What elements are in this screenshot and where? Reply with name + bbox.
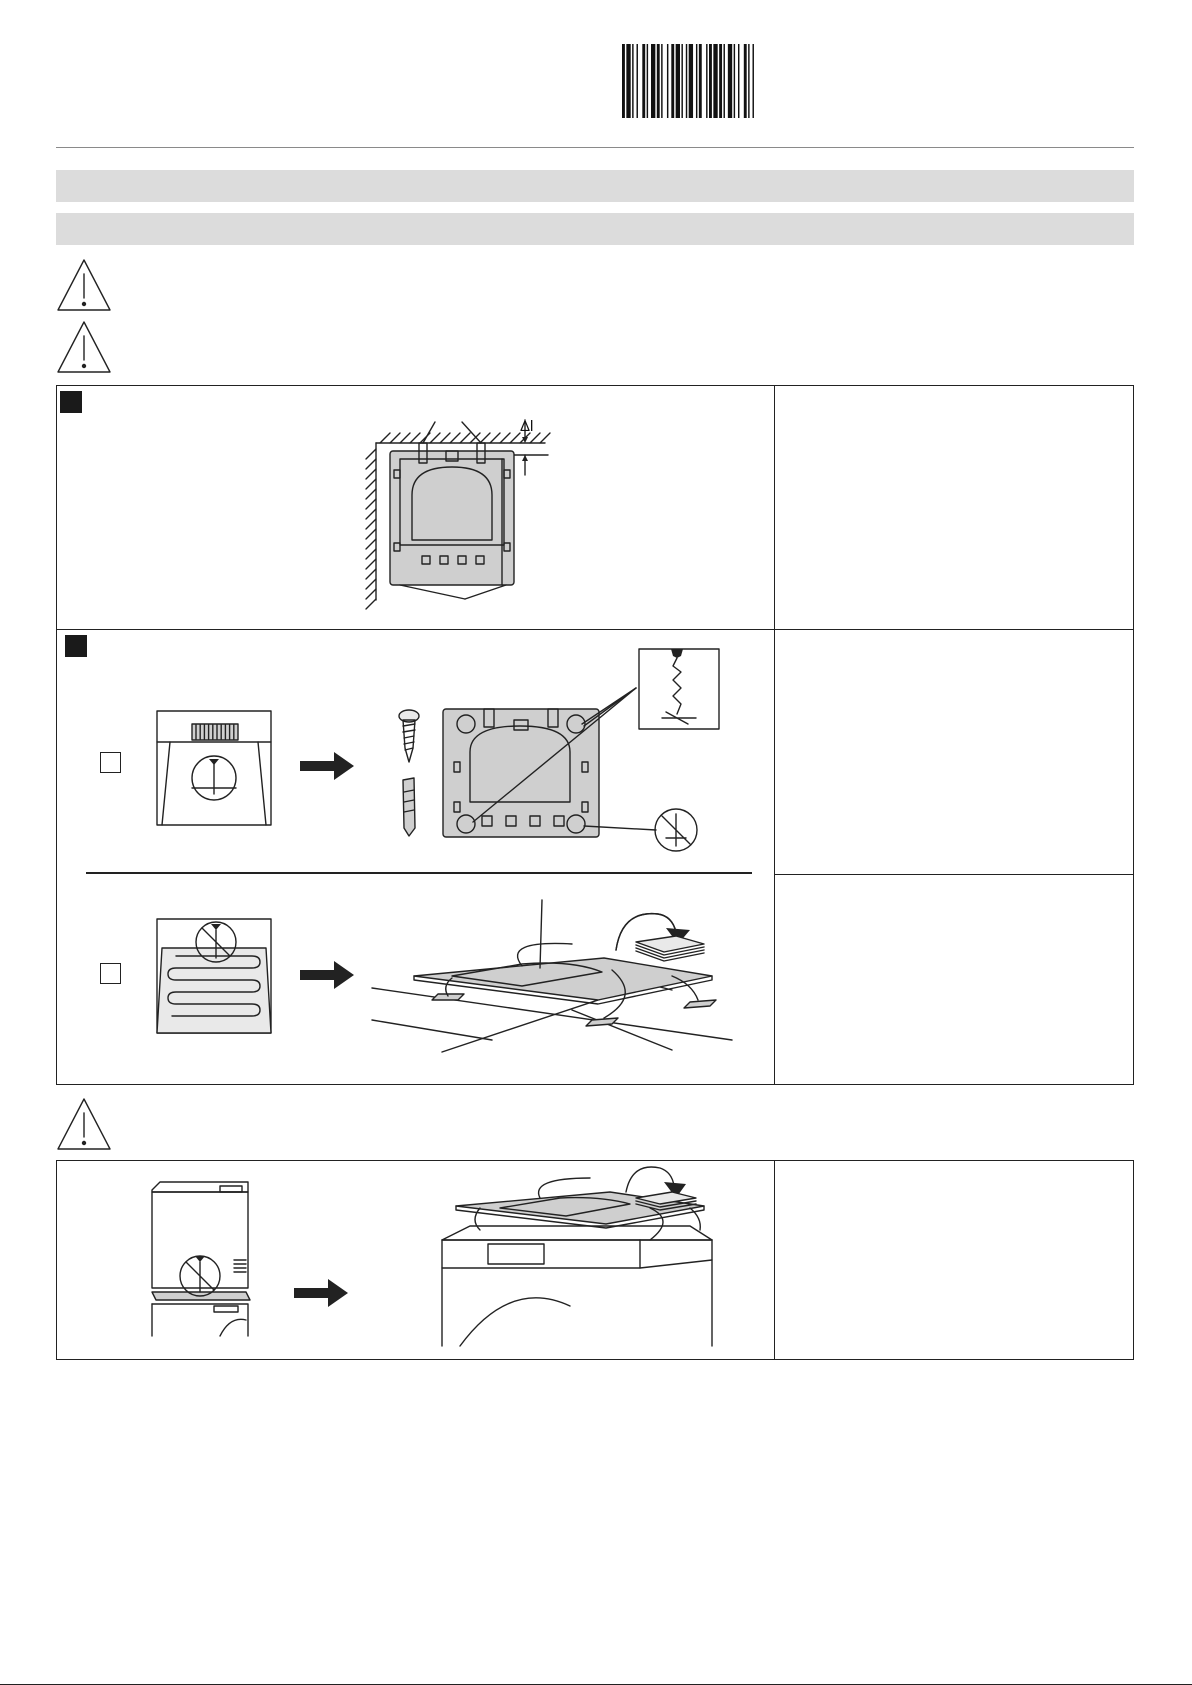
warning-icon: [56, 1097, 112, 1151]
barcode-bar: [651, 44, 655, 118]
section-title-bar: [56, 170, 1134, 202]
barcode-bar: [734, 44, 735, 118]
dimension-label: Δl: [520, 418, 534, 435]
header-divider: [56, 147, 1134, 148]
barcode-bar: [753, 44, 754, 118]
barcode-bar: [681, 44, 682, 118]
barcode-bar: [642, 44, 645, 118]
barcode-bar: [709, 44, 712, 118]
screw-and-dowel-figure: [394, 708, 424, 838]
subsection-title-bar: [56, 213, 1134, 245]
barcode-bar: [671, 44, 674, 118]
step-1-marker: [60, 391, 82, 413]
step-2-marker: [65, 635, 87, 657]
stacked-dryer-figure: [150, 1180, 260, 1336]
barcode-bar: [738, 44, 739, 118]
barcode-bar: [667, 44, 668, 118]
no-drilling-icon: [652, 806, 700, 854]
step-divider: [56, 629, 1134, 630]
barcode-bar: [632, 44, 633, 118]
barcode-bar: [686, 44, 687, 118]
barcode: [622, 44, 854, 118]
arrow-right-icon: [300, 751, 356, 781]
option-a-checkbox[interactable]: [100, 752, 121, 773]
barcode-bar: [713, 44, 717, 118]
heated-floor-figure: [156, 918, 272, 1034]
barcode-bar: [724, 44, 725, 118]
barcode-bar: [626, 44, 630, 118]
barcode-bar: [689, 44, 693, 118]
wall-clearance-figure: [370, 415, 570, 605]
barcode-bar: [696, 44, 697, 118]
warning-icon: [56, 320, 112, 374]
barcode-bar: [647, 44, 648, 118]
barcode-bar: [728, 44, 732, 118]
option-b-checkbox[interactable]: [100, 963, 121, 984]
option-separator: [86, 872, 752, 874]
drillable-wall-figure: [156, 710, 272, 826]
barcode-bar: [719, 44, 722, 118]
barcode-bar: [676, 44, 680, 118]
barcode-bar: [622, 44, 625, 118]
arrow-right-icon: [294, 1278, 350, 1308]
warning-icon: [56, 258, 112, 312]
arrow-right-icon: [300, 960, 356, 990]
frame-on-washer-figure: [440, 1168, 720, 1346]
barcode-bar: [706, 44, 707, 118]
barcode-bar: [699, 44, 702, 118]
barcode-bar: [657, 44, 660, 118]
drill-detail-figure: [638, 648, 720, 730]
barcode-bar: [744, 44, 747, 118]
text-cell-divider: [774, 874, 1134, 875]
frame-on-floor-figure: [372, 900, 732, 1052]
panel-column-divider: [774, 1160, 775, 1360]
barcode-bar: [661, 44, 662, 118]
barcode-bar: [748, 44, 749, 118]
barcode-bar: [637, 44, 638, 118]
panel-column-divider: [774, 385, 775, 1085]
